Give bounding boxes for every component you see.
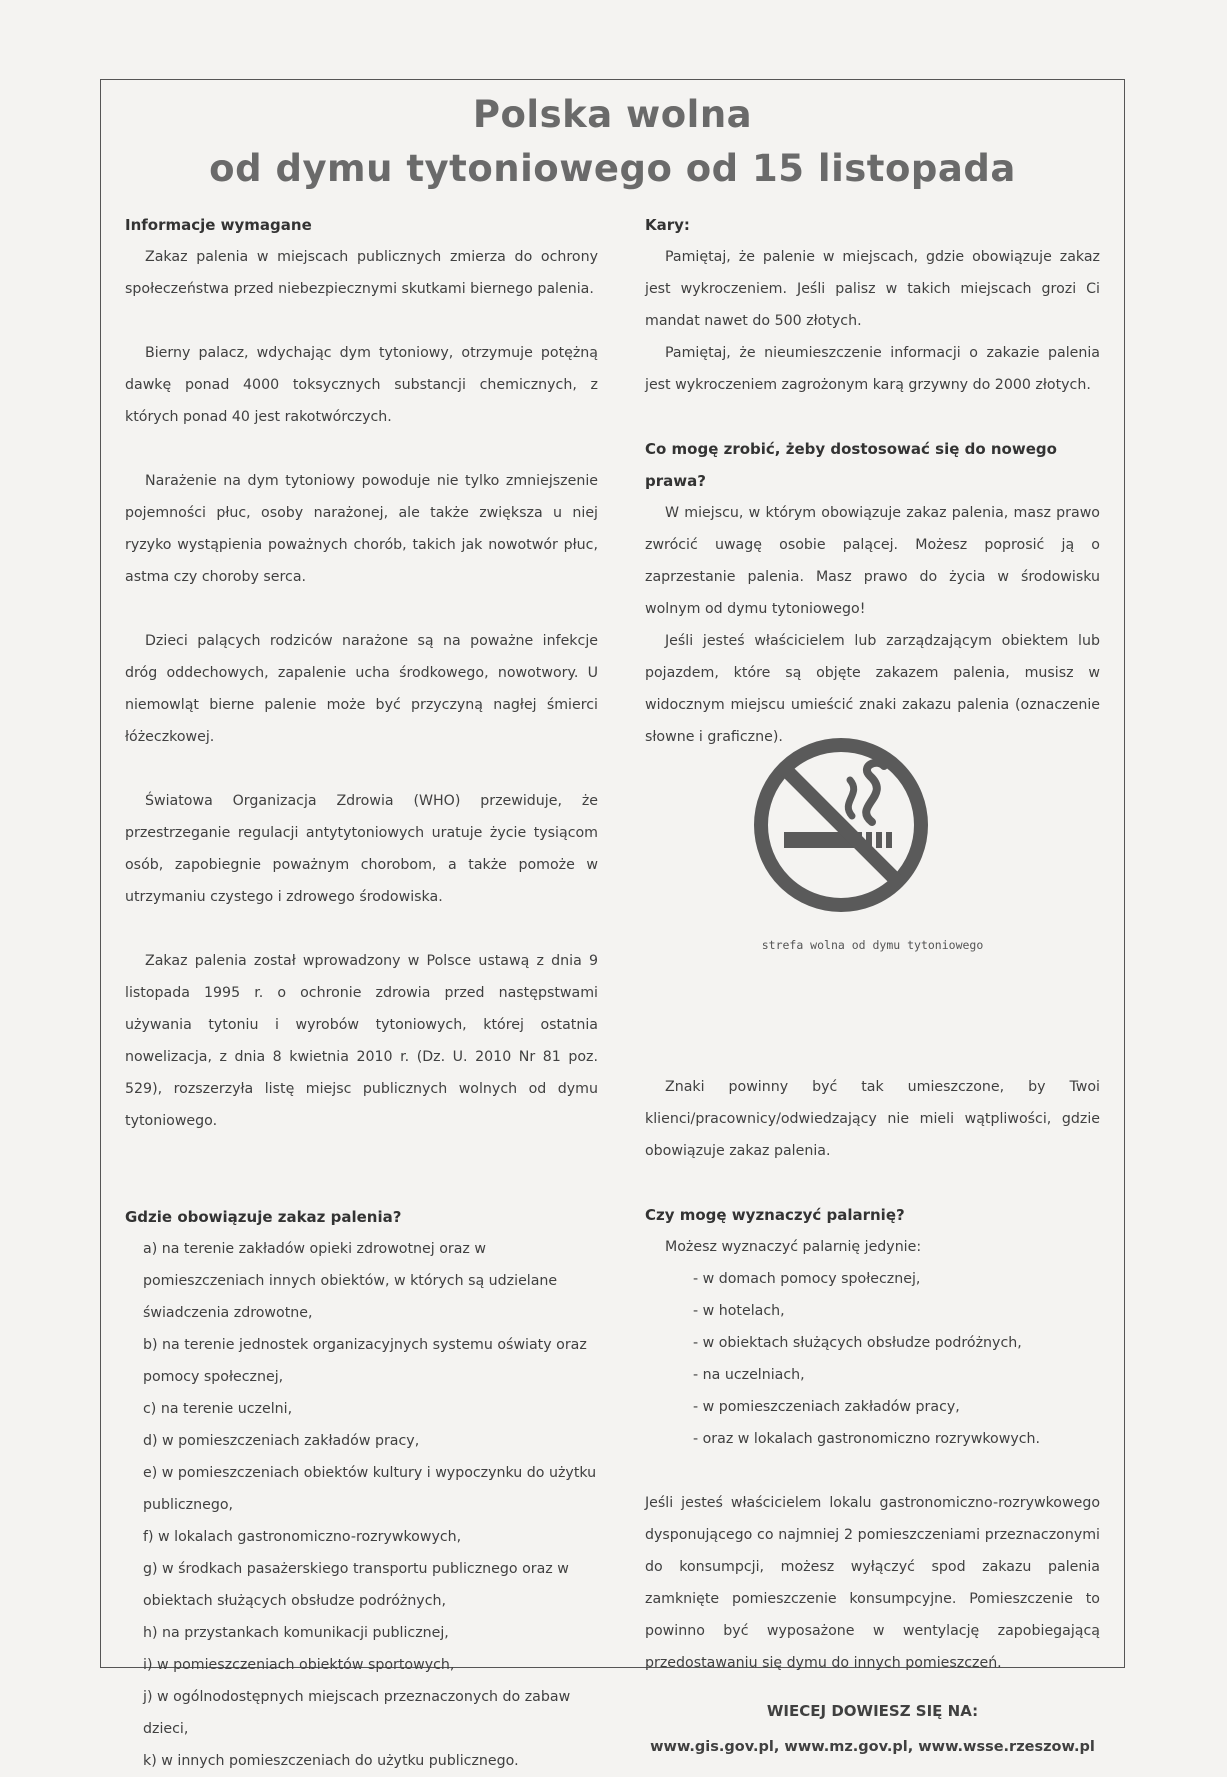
room-list: [645, 1263, 1100, 1455]
room-intro: Możesz wyznaczyć palarnię jedynie:: [665, 1239, 922, 1255]
heading-smoking-room: Czy mogę wyznaczyć palarnię?: [645, 1206, 905, 1224]
more-title: WIECEJ DOWIESZ SIĘ NA:: [766, 1702, 979, 1720]
list-item: - w domach pomocy społecznej,: [693, 1271, 921, 1287]
signs-text: Znaki powinny być tak umieszczone, by Twoi klienci/pracownicy/odwiedzający nie mieli wątpliwości, gdzie obowiązuje zakaz palenia.: [645, 1079, 1100, 1159]
heading-where: Gdzie obowiązuje zakaz palenia?: [125, 1208, 402, 1226]
sign-caption: strefa wolna od dymu tytoniowego: [761, 938, 984, 952]
heading-penalties: Kary:: [645, 216, 690, 234]
left-column: [125, 209, 598, 1777]
list-item: d) w pomieszczeniach zakładów pracy,: [143, 1433, 420, 1449]
list-item: - w hotelach,: [693, 1303, 785, 1319]
page-title: [100, 88, 1125, 196]
no-smoking-icon: [752, 736, 930, 914]
list-item: - w pomieszczeniach zakładów pracy,: [693, 1399, 960, 1415]
right-column: [645, 209, 1100, 1767]
paragraph-2: Bierny palacz, wdychając dym tytoniowy, otrzymuje potężną dawkę ponad 4000 toksycznych substancji chemicznych, z których ponad 40 jest rakotwórczych.: [125, 345, 598, 425]
more-links: www.gis.gov.pl, www.mz.gov.pl, www.wsse.rzeszow.pl: [650, 1739, 1095, 1755]
list-item: h) na przystankach komunikacji publicznej,: [143, 1625, 449, 1641]
room-text: Jeśli jesteś właścicielem lokalu gastronomiczno-rozrywkowego dysponującego co najmniej 2 pomieszczeniami przeznaczonymi do konsumpcji, możesz wyłączyć spod zakazu palenia zamknięte pomieszczenie konsumpcyjne. Pomieszczenie to powinno być wyposażone w wentylację zapobiegającą przedostawaniu się dymu do innych pomieszczeń.: [645, 1495, 1100, 1671]
penalty-2: Pamiętaj, że nieumieszczenie informacji o zakazie palenia jest wykroczeniem zagrożonym karą grzywny do 2000 złotych.: [645, 345, 1100, 393]
heading-adapt: Co mogę zrobić, żeby dostosować się do nowego prawa?: [645, 440, 1057, 490]
list-item: e) w pomieszczeniach obiektów kultury i wypoczynku do użytku publicznego,: [143, 1465, 597, 1513]
paragraph-1: Zakaz palenia w miejscach publicznych zmierza do ochrony społeczeństwa przed niebezpiecznymi skutkami biernego palenia.: [125, 249, 598, 297]
list-item: f) w lokalach gastronomiczno-rozrywkowych,: [143, 1529, 462, 1545]
title-line-2: od dymu tytoniowego od 15 listopada: [209, 147, 1016, 190]
paragraph-6: Zakaz palenia został wprowadzony w Polsce ustawą z dnia 9 listopada 1995 r. o ochronie zdrowia przed następstwami używania tytoniu i wyrobów tytoniowych, której ostatnia nowelizacja, z dnia 8 kwietnia 2010 r. (Dz. U. 2010 Nr 81 poz. 529), rozszerzyła listę miejsc publicznych wolnych od dymu tytoniowego.: [125, 953, 598, 1129]
heading-info: Informacje wymagane: [125, 216, 312, 234]
list-item: c) na terenie uczelni,: [143, 1401, 293, 1417]
list-item: i) w pomieszczeniach obiektów sportowych,: [143, 1657, 455, 1673]
list-item: k) w innych pomieszczeniach do użytku publicznego.: [143, 1753, 519, 1769]
paragraph-4: Dzieci palących rodziców narażone są na poważne infekcje dróg oddechowych, zapalenie ucha środkowego, nowotwory. U niemowląt bierne palenie może być przyczyną nagłej śmierci łóżeczkowej.: [125, 633, 598, 745]
list-item: - w obiektach służących obsłudze podróżnych,: [693, 1335, 1022, 1351]
list-item: - oraz w lokalach gastronomiczno rozrywkowych.: [693, 1431, 1041, 1447]
list-item: a) na terenie zakładów opieki zdrowotnej oraz w pomieszczeniach innych obiektów, w których są udzielane świadczenia zdrowotne,: [143, 1241, 558, 1321]
adapt-1: W miejscu, w którym obowiązuje zakaz palenia, masz prawo zwrócić uwagę osobie palącej. Możesz poprosić ją o zaprzestanie palenia. Masz prawo do życia w środowisku wolnym od dymu tytoniowego!: [645, 505, 1100, 617]
list-item: g) w środkach pasażerskiego transportu publicznego oraz w obiektach służących obsłudze podróżnych,: [143, 1561, 569, 1609]
title-line-1: Polska wolna: [472, 93, 753, 136]
adapt-2: Jeśli jesteś właścicielem lub zarządzającym obiektem lub pojazdem, które są objęte zakazem palenia, musisz w widocznym miejscu umieścić znaki zakazu palenia (oznaczenie słowne i graficzne).: [645, 633, 1100, 745]
list-item: - na uczelniach,: [693, 1367, 805, 1383]
penalty-1: Pamiętaj, że palenie w miejscach, gdzie obowiązuje zakaz jest wykroczeniem. Jeśli palisz w takich miejscach grozi Ci mandat nawet do 500 złotych.: [645, 249, 1100, 329]
paragraph-3: Narażenie na dym tytoniowy powoduje nie tylko zmniejszenie pojemności płuc, osoby narażonej, ale także zwiększa u niej ryzyko wystąpienia poważnych chorób, takich jak nowotwór płuc, astma czy choroby serca.: [125, 473, 598, 585]
list-item: j) w ogólnodostępnych miejscach przeznaczonych do zabaw dzieci,: [143, 1689, 571, 1737]
where-list: [125, 1233, 598, 1777]
paragraph-5: Światowa Organizacja Zdrowia (WHO) przewiduje, że przestrzeganie regulacji antytytoniowych uratuje życie tysiącom osób, zapobiegnie poważnym chorobom, a także pomoże w utrzymaniu czystego i zdrowego środowiska.: [125, 793, 598, 905]
list-item: b) na terenie jednostek organizacyjnych systemu oświaty oraz pomocy społecznej,: [143, 1337, 587, 1385]
